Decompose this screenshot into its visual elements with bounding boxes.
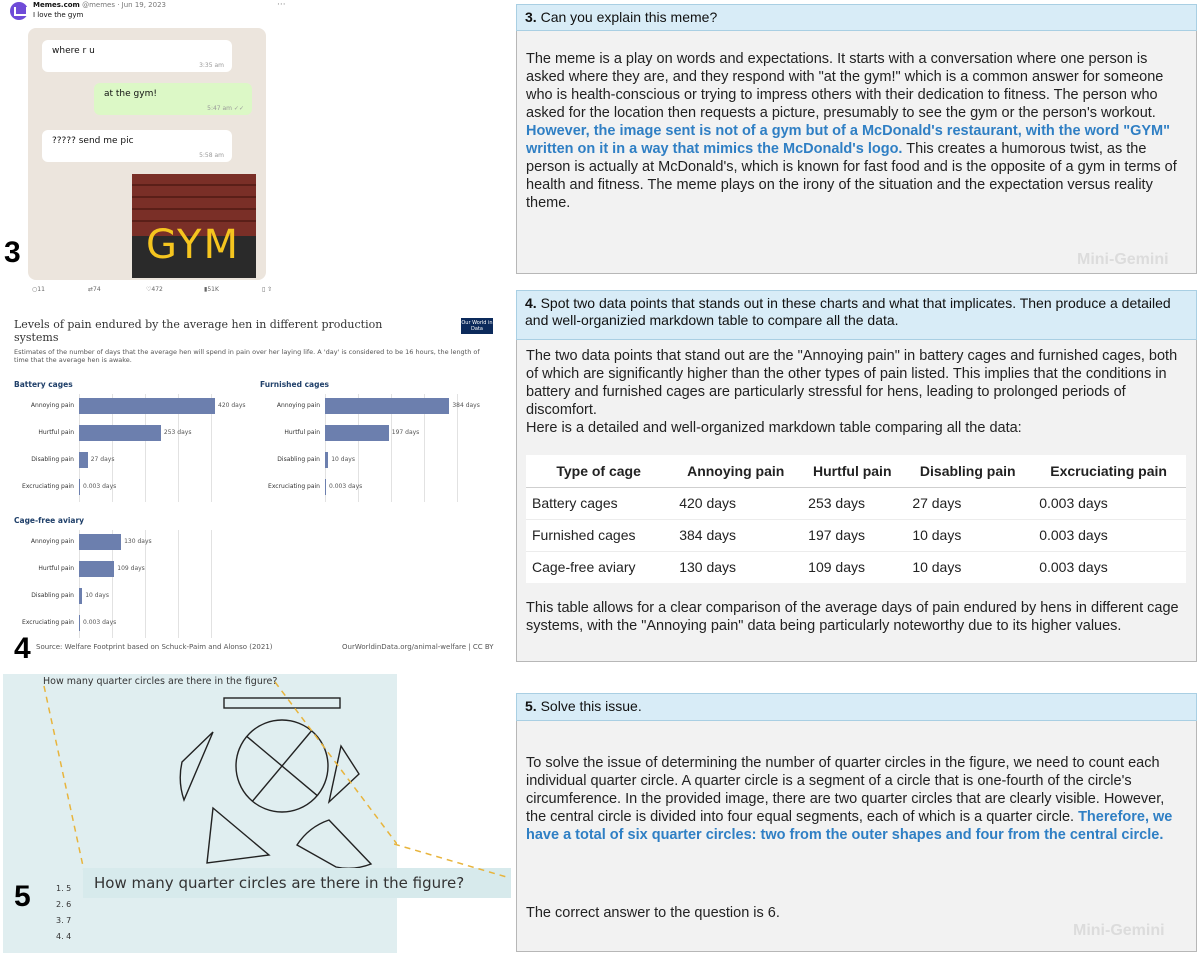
question-number: 4. xyxy=(525,295,537,311)
message-time: 5:47 am ✓✓ xyxy=(207,105,244,112)
table-header-row xyxy=(526,455,1186,487)
option-1[interactable]: 1. 5 xyxy=(56,884,72,893)
comparison-table xyxy=(526,455,1186,583)
chart-title: Levels of pain endured by the average hen in different production systems xyxy=(14,318,383,344)
handle-date: @memes · Jun 19, 2023 xyxy=(82,1,166,9)
bar xyxy=(325,479,326,495)
facet-title: Cage-free aviary xyxy=(14,516,85,525)
column-header: Hurtful pain xyxy=(800,455,904,487)
question-4-header xyxy=(516,290,1197,340)
column-header: Type of cage xyxy=(526,455,671,487)
hen-pain-chart xyxy=(8,312,494,660)
question-number: 3. xyxy=(525,9,537,25)
bar xyxy=(325,398,449,414)
category-label: Annoying pain xyxy=(276,402,320,409)
category-label: Excruciating pain xyxy=(268,483,320,490)
question-3-header xyxy=(516,4,1197,31)
puzzle-question-small: How many quarter circles are there in the figure? xyxy=(43,676,278,687)
reply-count[interactable]: ○ 11 xyxy=(32,286,45,293)
bar-value-label: 420 days xyxy=(218,402,246,409)
more-icon[interactable]: ··· xyxy=(277,0,286,10)
message-text: where r u xyxy=(52,46,95,56)
bar xyxy=(325,452,328,468)
message-time: 5:58 am xyxy=(199,152,224,159)
tweet-header xyxy=(33,1,166,9)
puzzle-figure xyxy=(3,674,397,953)
watermark: Mini-Gemini xyxy=(1077,251,1169,268)
facet-title: Battery cages xyxy=(14,380,73,389)
category-label: Annoying pain xyxy=(30,402,74,409)
gridline xyxy=(145,530,146,638)
column-header: Disabling pain xyxy=(904,455,1031,487)
bar xyxy=(79,615,80,631)
quarter-circle-left xyxy=(180,732,213,800)
column-header: Excruciating pain xyxy=(1031,455,1186,487)
answer-5-text: To solve the issue of determining the number of quarter circles in the figure, we need to count each individual quarter circle. A quarter circle is a segment of a circle that is one-fourth of the circle's circumference. In the provided image, there are two quarter circles that are clearly visible. However, the central circle is divided into four equal segments, each of which is a quarter circle. Therefore, we have a total of six quarter circles: two from the outer shapes and four from the central circle. xyxy=(526,755,1173,843)
bar-value-label: 0.003 days xyxy=(83,619,117,626)
account-avatar[interactable] xyxy=(10,2,28,20)
question-text: Can you explain this meme? xyxy=(540,9,718,25)
category-label: Hurtful pain xyxy=(38,565,74,572)
bar xyxy=(79,561,114,577)
bar-value-label: 197 days xyxy=(391,429,420,436)
panel-number-4: 4 xyxy=(14,632,31,665)
gridline xyxy=(178,530,179,638)
chat-message xyxy=(42,40,232,72)
view-count[interactable]: ▮ 51K xyxy=(204,286,219,293)
owid-logo: Our World in Data xyxy=(461,320,493,332)
bookmark-icon[interactable]: ▯ ⇧ xyxy=(262,286,273,293)
bar xyxy=(79,425,161,441)
like-count[interactable]: ♡ 472 xyxy=(146,286,163,293)
bar-value-label: 253 days xyxy=(163,429,192,436)
table-row: Battery cages 420 days 253 days 27 days 0.003 days xyxy=(526,487,1186,519)
account-name[interactable]: Memes.com xyxy=(33,1,80,9)
question-text: Spot two data points that stands out in these charts and what that implicates. Then produce a detailed and well-organizied markdown table to compare all the data. xyxy=(525,295,1171,328)
panel-number-3: 3 xyxy=(4,236,21,269)
table-row: Cage-free aviary 130 days 109 days 10 days 0.003 days xyxy=(526,551,1186,583)
table-row: Furnished cages 384 days 197 days 10 days 0.003 days xyxy=(526,519,1186,551)
bar-value-label: 10 days xyxy=(331,456,355,463)
bar-value-label: 27 days xyxy=(90,456,115,463)
column-header: Annoying pain xyxy=(671,455,800,487)
option-3[interactable]: 3. 7 xyxy=(56,916,72,925)
quarter-circle-puzzle xyxy=(3,674,397,953)
gridline xyxy=(457,394,458,502)
chart-credit: OurWorldinData.org/animal-welfare | CC BY xyxy=(342,643,494,651)
category-label: Excruciating pain xyxy=(22,619,74,626)
message-text: ????? send me pic xyxy=(52,136,134,146)
category-label: Annoying pain xyxy=(30,538,74,545)
bar xyxy=(79,588,82,604)
bar-value-label: 109 days xyxy=(117,565,145,572)
answer-5-final: The correct answer to the question is 6. xyxy=(526,905,780,921)
chat-message xyxy=(42,130,232,162)
question-number: 5. xyxy=(525,698,537,714)
gridline xyxy=(211,530,212,638)
gym-photo xyxy=(132,174,256,278)
category-label: Hurtful pain xyxy=(38,429,74,436)
category-label: Disabling pain xyxy=(31,456,74,463)
chat-message xyxy=(94,83,252,115)
message-text: at the gym! xyxy=(104,89,157,99)
answer-4-intro: The two data points that stand out are the "Annoying pain" in battery cages and furnished cages, both of which are significantly higher than the other types of pain listed. This implies that the conditions in battery and furnished cages are particularly stressful for hens, leading to prolonged periods of discomfort. Here is a detailed and well-organized markdown table comparing all the data: xyxy=(526,348,1178,436)
answer-3-text: The meme is a play on words and expectations. It starts with a conversation where one person is asked where they are, and they respond with "at the gym!" which is a common answer for someone who is health-conscious or trying to impress others with their dedication to fitness. The person who asked for the location then requests a picture, presumably to see the gym or the person's workout. However, the image sent is not of a gym but of a McDonald's restaurant, with the word "GYM" written on it in a way that mimics the McDonald's logo. This creates a humorous twist, as the person is actually at McDonald's, which is known for fast food and is the opposite of a gym in terms of health and fitness. The meme plays on the irony of the situation and the expectation versus reality theme. xyxy=(526,51,1177,211)
panel-number-5: 5 xyxy=(14,880,31,913)
triangle-bottom-left xyxy=(207,808,269,863)
bar xyxy=(79,398,215,414)
bar-value-label: 130 days xyxy=(124,538,152,545)
chart-subtitle: Estimates of the number of days that the average hen will spend in pain over her laying life. A 'day' is considered to be 16 hours, the length of time that the average hen is awake. xyxy=(14,348,480,364)
facet-title: Furnished cages xyxy=(260,380,329,389)
bar xyxy=(79,452,88,468)
meme-tweet xyxy=(0,0,298,298)
bar xyxy=(79,479,80,495)
question-text: Solve this issue. xyxy=(540,698,642,714)
bar xyxy=(325,425,389,441)
tweet-text: I love the gym xyxy=(33,11,84,19)
bar-value-label: 0.003 days xyxy=(329,483,363,490)
quarter-circle-bottom-right xyxy=(297,820,371,868)
question-5-header xyxy=(516,693,1197,721)
chart-source: Source: Welfare Footprint based on Schuck-Paim and Alonso (2021) xyxy=(36,643,273,651)
puzzle-question-zoomed: How many quarter circles are there in the figure? xyxy=(94,874,465,892)
bar-value-label: 10 days xyxy=(85,592,109,599)
gym-sign-text: GYM xyxy=(146,222,240,268)
retweet-count[interactable]: ⇄ 74 xyxy=(88,286,101,293)
category-label: Hurtful pain xyxy=(284,429,320,436)
option-2[interactable]: 2. 6 xyxy=(56,900,72,909)
puzzle-rectangle xyxy=(224,698,340,708)
option-4[interactable]: 4. 4 xyxy=(56,932,72,941)
category-label: Disabling pain xyxy=(277,456,320,463)
answer-4-conclusion: This table allows for a clear comparison of the average days of pain endured by hens in different cage systems, with the "Annoying pain" data being particularly noteworthy due to its higher values. xyxy=(526,600,1179,634)
chat-screenshot xyxy=(28,28,266,280)
bar-value-label: 384 days xyxy=(452,402,480,409)
watermark: Mini-Gemini xyxy=(1073,922,1165,939)
message-time: 3:35 am xyxy=(199,62,224,69)
bar-value-label: 0.003 days xyxy=(83,483,117,490)
category-label: Disabling pain xyxy=(31,592,74,599)
category-label: Excruciating pain xyxy=(22,483,74,490)
bar xyxy=(79,534,121,550)
